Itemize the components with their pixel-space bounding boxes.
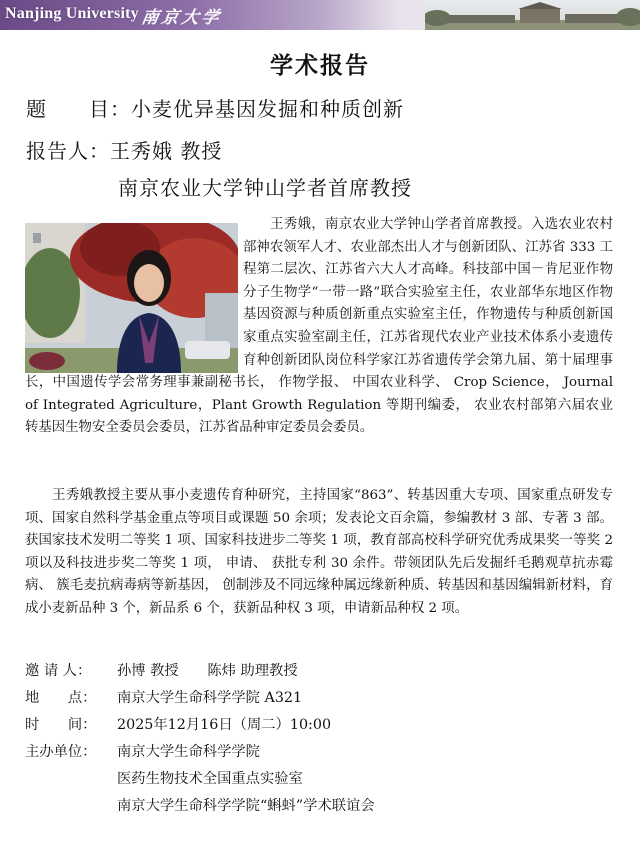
page-title: 学术报告 bbox=[270, 52, 370, 79]
inviter-row bbox=[25, 660, 298, 680]
host-row bbox=[25, 741, 260, 761]
host-unit-3: 南京大学生命科学学院“蝌蚪”学术联谊会 bbox=[117, 798, 375, 814]
bio-paragraph bbox=[25, 214, 613, 440]
reporter-position: 南京农业大学钟山学者首席教授 bbox=[118, 176, 412, 200]
inviter-label: 邀 请 人： bbox=[25, 663, 92, 679]
time-row bbox=[25, 714, 331, 734]
bio-text: 王秀娥，南京农业大学钟山学者首席教授。入选农业农村部神农领军人才、农业部杰出人才与创新团队、江苏省 333 工程第二层次、江苏省六大人才高峰。科技部中国－肯尼亚作物分子生物学“一带一路”联合实验室主任，农业部华东地区作物基因资源与种质创新重点实验室主任，作物遗传与种质创新国家重点实验室副主任，江苏省现代农业产业技术体系小麦遗传育种创新团队岗位科学家江苏省遗传学会第九届、第十届理事长，中国遗传学会常务理事兼副秘书长， 作物学报、 中国农业科学、 Crop Science， Journal of Integrated Agriculture，Plant Growth Regulation 等期刊编委， 农业农村部第六届农业转基因生物安全委员会委员，江苏省品种审定委员会委员。 bbox=[25, 217, 613, 436]
host-unit-2: 医药生物技术全国重点实验室 bbox=[117, 771, 303, 787]
campus-photo bbox=[425, 0, 640, 30]
location-row bbox=[25, 687, 302, 707]
location-value: 南京大学生命科学学院 A321 bbox=[117, 690, 303, 706]
reporter-line bbox=[26, 135, 222, 164]
topic-label: 题 目： bbox=[26, 97, 131, 121]
header-banner bbox=[0, 0, 640, 30]
research-paragraph bbox=[25, 485, 613, 621]
inviter-value: 孙博 教授 陈炜 助理教授 bbox=[117, 663, 298, 679]
university-name: Nanjing University bbox=[5, 5, 139, 22]
reporter-name: 王秀娥 教授 bbox=[110, 139, 223, 163]
host-unit-1: 南京大学生命科学学院 bbox=[117, 744, 260, 760]
research-text: 王秀娥教授主要从事小麦遗传育种研究，主持国家“863”、转基因重大专项、国家重点研发专项、国家自然科学基金重点等项目或课题 50 余项；发表论文百余篇，参编教材 3 部、专著 3 部。获国家技术发明二等奖 1 项、国家科技进步二等奖 1 项，教育部高校科学研究优秀成果奖一等奖 2 项以及科技进步奖二等奖 1 项， 申请、 获批专利 30 余件。带领团队先后发掘纤毛鹅观草抗赤霉病、 簇毛麦抗病毒病等新基因， 创制涉及不同远缘种属远缘新种质、转基因和基因编辑新材料，育成小麦新品种 3 个，新品系 6 个，获新品种权 3 项，申请新品种权 2 项。 bbox=[25, 488, 613, 616]
reporter-label: 报告人： bbox=[26, 139, 110, 163]
university-seal: 南京大学 bbox=[139, 8, 224, 28]
topic-line bbox=[26, 93, 404, 122]
topic-value: 小麦优异基因发掘和种质创新 bbox=[131, 97, 404, 121]
host-label: 主办单位： bbox=[25, 744, 97, 760]
location-label: 地 点： bbox=[25, 690, 97, 706]
time-value: 2025年12月16日（周二）10:00 bbox=[117, 717, 332, 733]
time-label: 时 间： bbox=[25, 717, 97, 733]
